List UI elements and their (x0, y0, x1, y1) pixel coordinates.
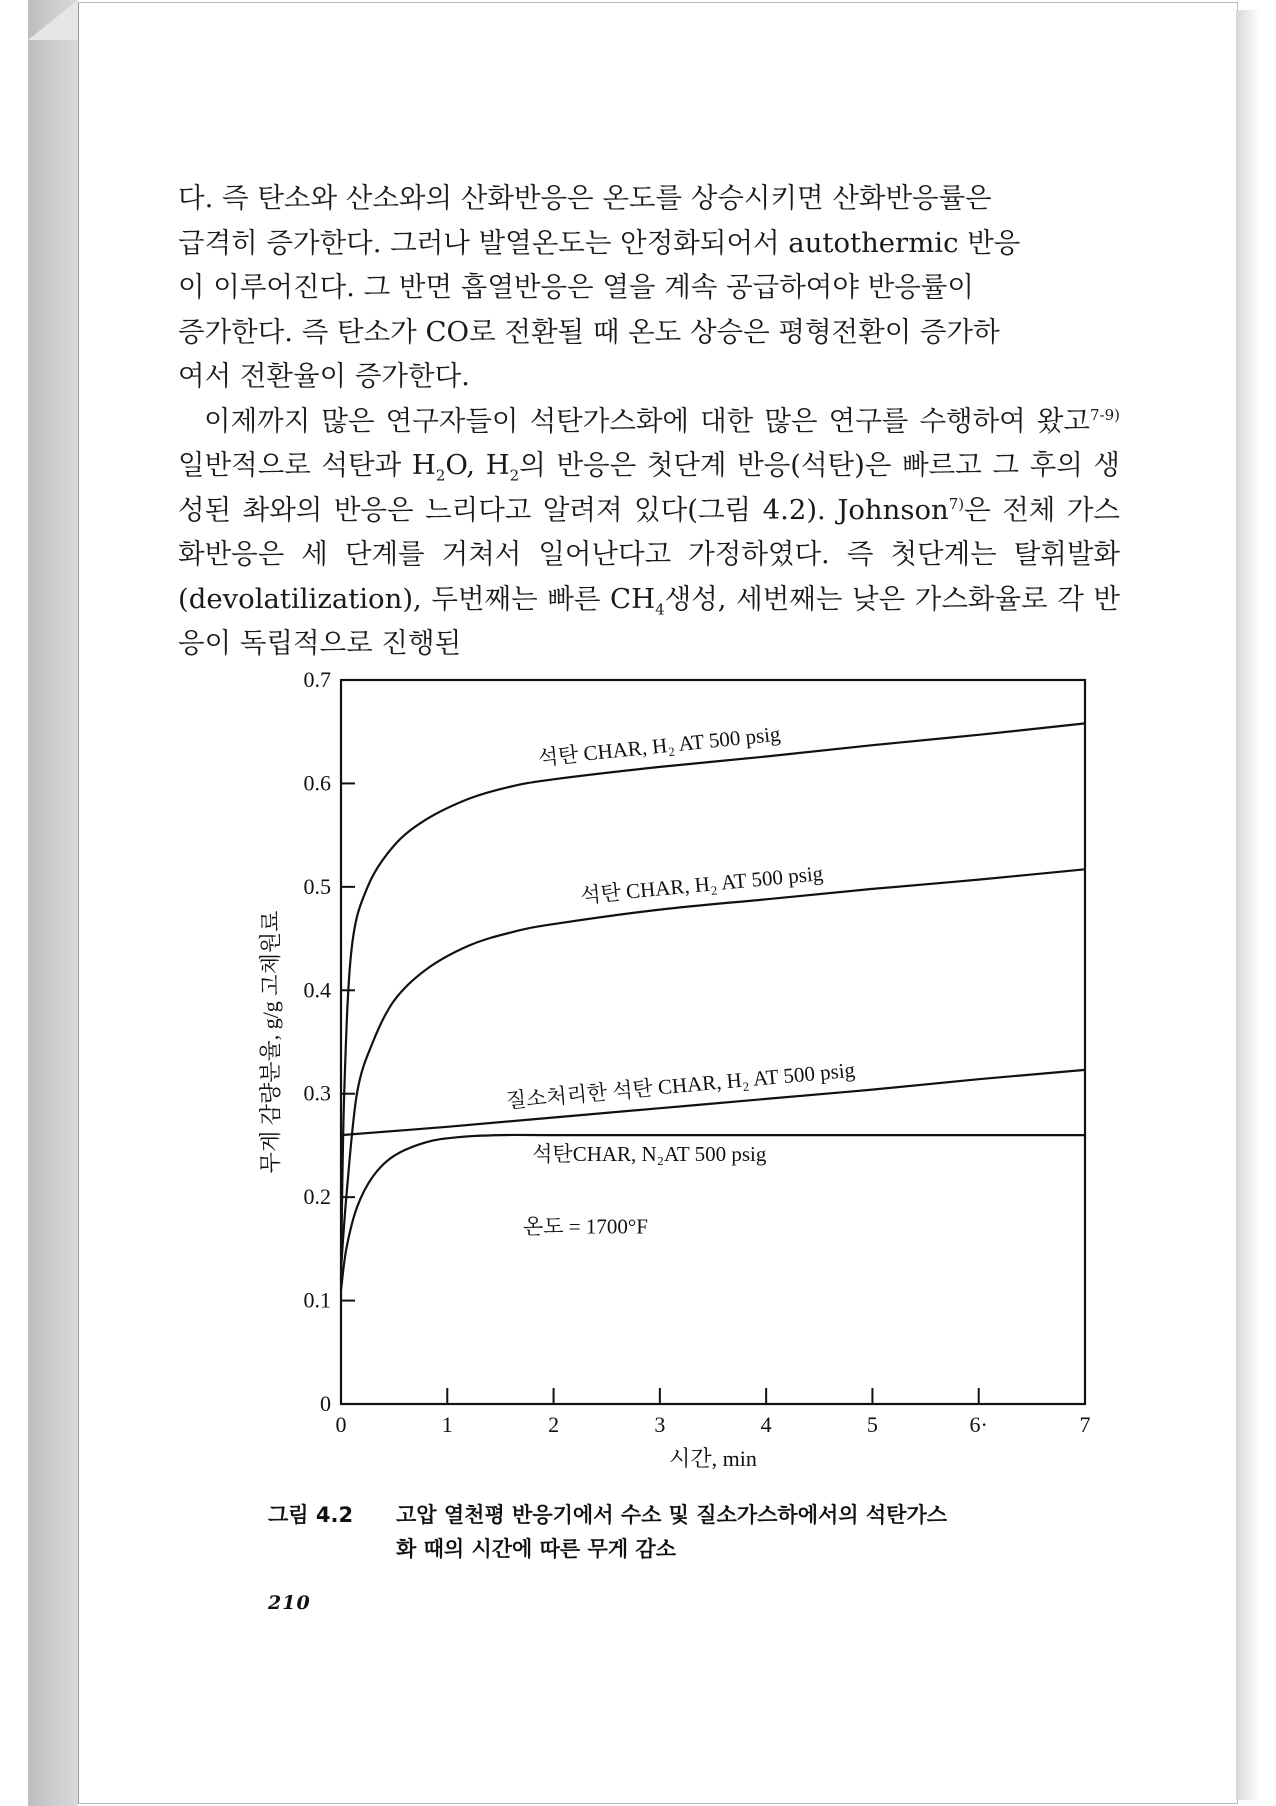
y-tick-label: 0.4 (303, 977, 331, 1003)
subscript: 2 (435, 466, 446, 485)
page-number: 210 (268, 1592, 311, 1614)
x-tick-label: 6· (969, 1412, 988, 1437)
x-tick-label: 3 (654, 1412, 666, 1437)
x-axis-label: 시간, min (669, 1446, 757, 1471)
figure-caption (268, 1498, 1128, 1566)
y-tick-label: 0.7 (303, 667, 331, 692)
temperature-annotation: 온도 = 1700°F (522, 1214, 648, 1239)
citation-ref: 7-9) (1089, 405, 1120, 424)
caption-text: 화 때의 시간에 따른 무게 감소 (396, 1537, 676, 1561)
x-tick-label: 4 (760, 1412, 772, 1437)
y-tick-label: 0.6 (303, 770, 331, 796)
series-label-1: 석탄 CHAR, H₂ AT 500 psig (536, 721, 782, 771)
x-tick-label: 7 (1079, 1412, 1091, 1437)
paragraph-2-text: 일반적으로 석탄과 H (178, 449, 436, 481)
figure-chart (250, 660, 1130, 1480)
subscript: 4 (655, 600, 665, 618)
x-tick-label: 0 (335, 1412, 347, 1437)
figure-number: 그림 4.2 (268, 1503, 354, 1527)
x-tick-label: 5 (866, 1412, 878, 1437)
paragraph-2-text: 생성, 세번째는 낮은 가스화율로 각 반응이 독립적으로 진행된 (178, 582, 1120, 659)
paragraph-1-line: 다. 즉 탄소와 산소와의 산화반응은 온도를 상승시키면 산화반응률은 (178, 182, 992, 214)
plot-frame (341, 680, 1085, 1404)
paragraph-2 (178, 399, 1120, 666)
book-spine-top (28, 0, 78, 40)
body-text (178, 176, 1120, 666)
y-tick-label: 0.1 (303, 1287, 331, 1313)
book-spine (28, 0, 78, 1806)
y-axis-label: 무게 감량분율, g/g 고체원료 (258, 910, 283, 1174)
paragraph-1-line: 증가한다. 즉 탄소가 CO로 전환될 때 온도 상승은 평형전환이 증가하 (178, 315, 1000, 348)
y-tick-label: 0.5 (303, 873, 331, 899)
y-tick-label: 0.3 (303, 1080, 331, 1106)
y-tick-label: 0.2 (303, 1184, 331, 1210)
subscript: 2 (509, 466, 520, 485)
paragraph-1-line: 이 이루어진다. 그 반면 흡열반응은 열을 계속 공급하여야 반응률이 (178, 271, 974, 303)
series-line-1 (341, 723, 1085, 1280)
x-tick-label: 2 (548, 1412, 560, 1437)
series-label-3: 질소처리한 석탄 CHAR, H₂ AT 500 psig (505, 1057, 856, 1114)
series-label-2: 석탄 CHAR, H₂ AT 500 psig (579, 861, 825, 908)
x-tick-label: 1 (441, 1412, 453, 1437)
caption-text: 고압 열천평 반응기에서 수소 및 질소가스하에서의 석탄가스 (396, 1503, 948, 1527)
paragraph-2-text: O, H (445, 449, 510, 481)
paragraph-2-text: 의 반응은 첫단계 반응(석탄)은 빠르고 그 후의 생성된 촤와의 반응은 느리다고 알려져 있다(그림 4.2). Johnson (178, 449, 1120, 526)
y-tick-label: 0 (320, 1391, 331, 1416)
paragraph-1-line: 급격히 증가한다. 그러나 발열온도는 안정화되어서 autothermic 반응 (178, 226, 1021, 259)
weight-loss-chart (250, 660, 1130, 1480)
paragraph-2-text: 은 전체 가스화반응은 세 단계를 거쳐서 일어난다고 가정하였다. 즉 첫단계는 탈휘발화(devolatilization), 두번째는 빠른 CH (178, 493, 1120, 615)
series-label-4: 석탄CHAR, N₂AT 500 psig (532, 1142, 767, 1167)
citation-ref: 7) (948, 494, 965, 513)
paragraph-2-text: 이제까지 많은 연구자들이 석탄가스화에 대한 많은 연구를 수행하여 왔고 (204, 404, 1090, 437)
paragraph-1-line: 여서 전환율이 증가한다. (178, 360, 470, 392)
page-shadow (1236, 10, 1260, 1800)
paragraph-1 (178, 176, 1120, 399)
